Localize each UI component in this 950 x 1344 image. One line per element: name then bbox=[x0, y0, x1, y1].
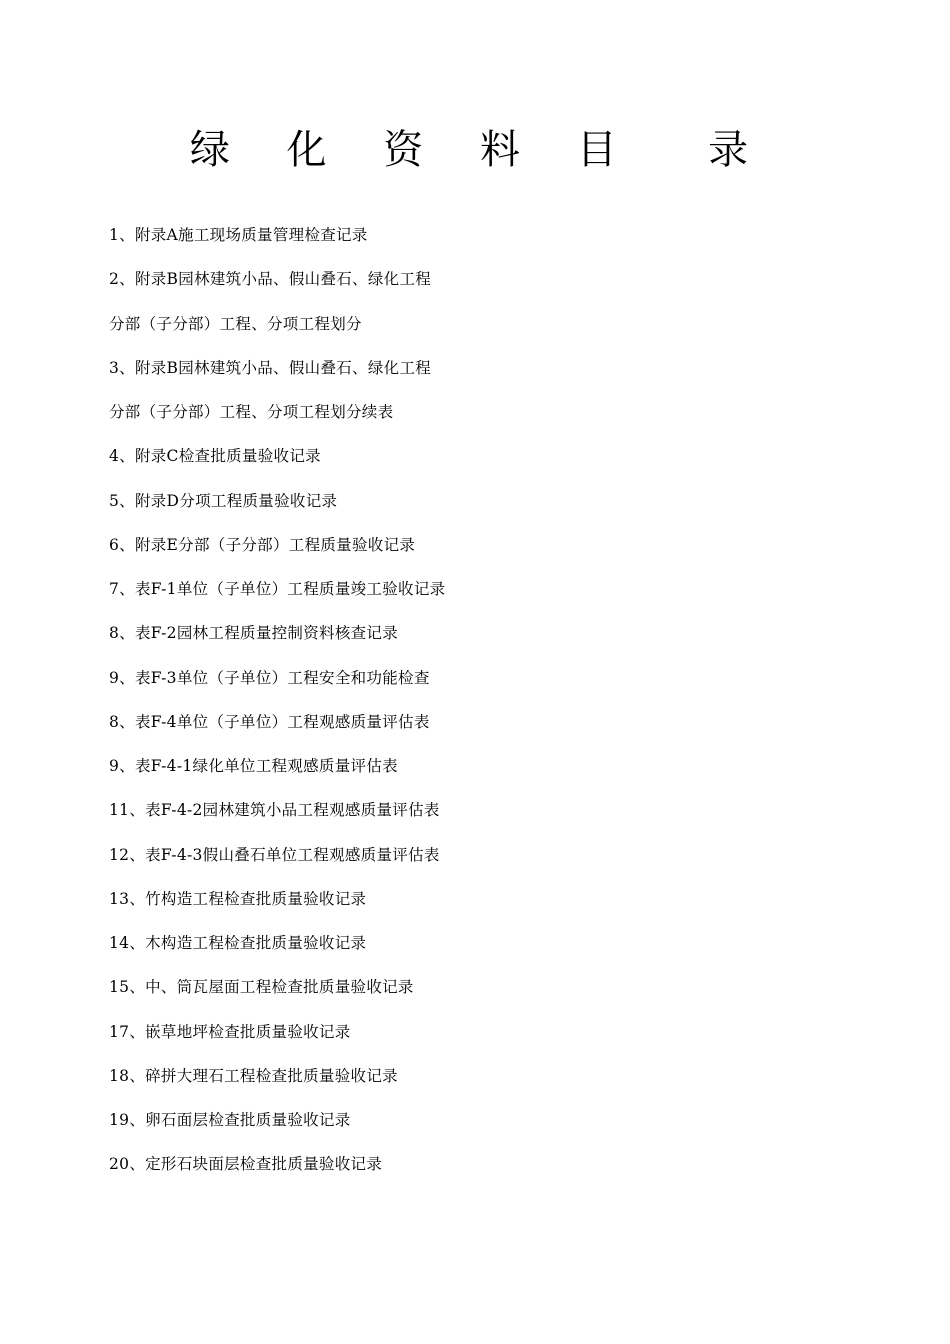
toc-item: 分部（子分部）工程、分项工程划分 bbox=[109, 314, 362, 333]
toc-item: 19、卵石面层检查批质量验收记录 bbox=[109, 1111, 351, 1129]
toc-item: 4、附录C检查批质量验收记录 bbox=[109, 447, 321, 466]
toc-item: 12、表F-4-3假山叠石单位工程观感质量评估表 bbox=[109, 845, 440, 864]
toc-item: 17、嵌草地坪检查批质量验收记录 bbox=[109, 1022, 351, 1041]
toc-item: 11、表F-4-2园林建筑小品工程观感质量评估表 bbox=[109, 801, 440, 820]
page-title: 绿 化 资 料 目 录 bbox=[189, 127, 771, 173]
toc-item: 3、附录B园林建筑小品、假山叠石、绿化工程 bbox=[109, 358, 432, 377]
toc-item: 13、竹构造工程检查批质量验收记录 bbox=[109, 889, 367, 908]
toc-item: 8、表F-2园林工程质量控制资料核查记录 bbox=[109, 624, 399, 643]
toc-item: 15、中、筒瓦屋面工程检查批质量验收记录 bbox=[109, 978, 414, 997]
toc-item: 5、附录D分项工程质量验收记录 bbox=[109, 491, 338, 510]
toc-item: 18、碎拼大理石工程检查批质量验收记录 bbox=[109, 1066, 398, 1085]
toc-item: 2、附录B园林建筑小品、假山叠石、绿化工程 bbox=[109, 270, 432, 289]
toc-item: 分部（子分部）工程、分项工程划分续表 bbox=[109, 403, 394, 421]
toc-item: 9、表F-4-1绿化单位工程观感质量评估表 bbox=[109, 757, 398, 775]
toc-item: 8、表F-4单位（子单位）工程观感质量评估表 bbox=[109, 712, 430, 731]
toc-item: 7、表F-1单位（子单位）工程质量竣工验收记录 bbox=[109, 580, 446, 598]
toc-item: 20、定形石块面层检查批质量验收记录 bbox=[109, 1155, 383, 1174]
toc-item: 9、表F-3单位（子单位）工程安全和功能检查 bbox=[109, 668, 430, 687]
toc-item: 1、附录A施工现场质量管理检查记录 bbox=[109, 226, 368, 244]
toc-item: 14、木构造工程检查批质量验收记录 bbox=[109, 934, 367, 952]
table-of-contents bbox=[109, 221, 445, 1195]
toc-item: 6、附录E分部（子分部）工程质量验收记录 bbox=[109, 535, 416, 554]
